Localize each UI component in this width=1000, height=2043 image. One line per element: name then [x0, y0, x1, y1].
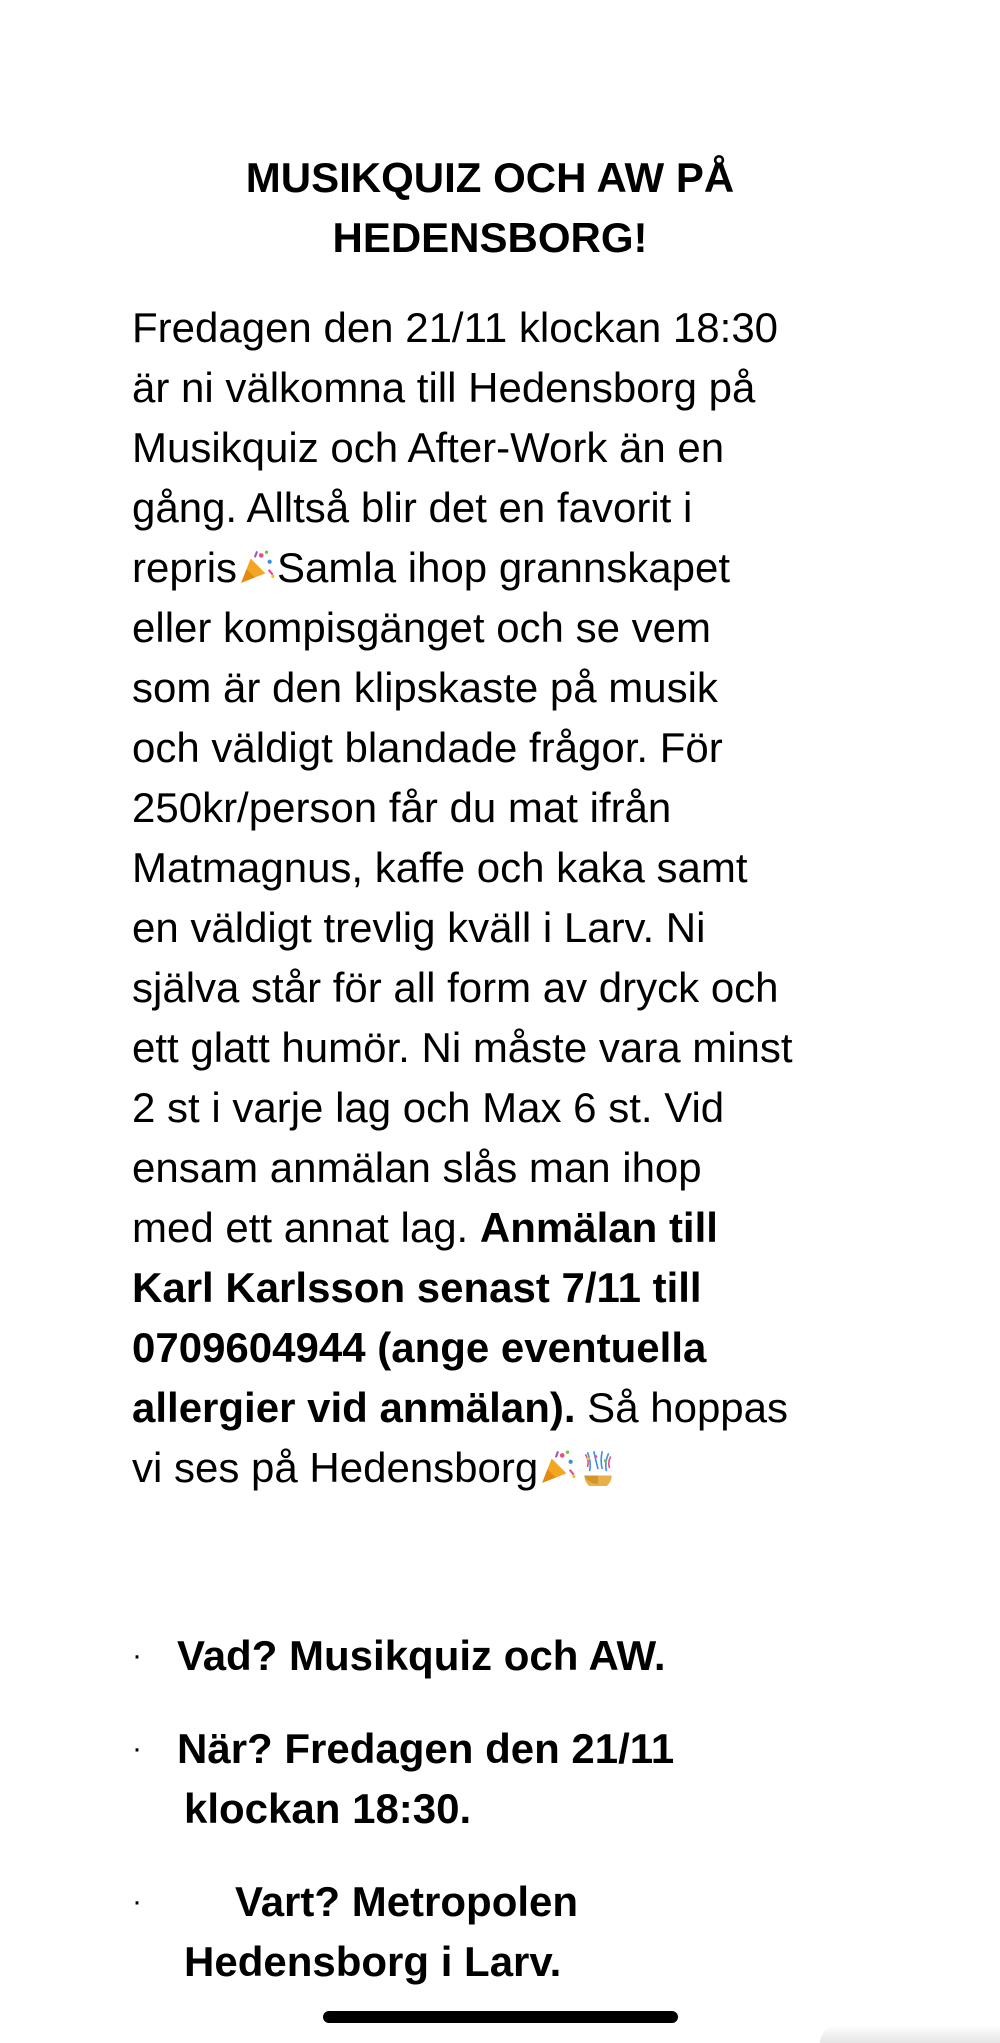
body-line: Fredagen den 21/11 klockan 18:30 [132, 304, 779, 351]
bullet-marker: · [132, 1885, 142, 1918]
list-item-vad [132, 1626, 872, 1686]
list-item-text: Vad? Musikquiz och AW. [177, 1632, 666, 1679]
body-text-segment: med ett annat lag. [132, 1204, 480, 1251]
body-line: ensam anmälan slås man ihop [132, 1144, 702, 1191]
list-item-text: När? Fredagen den 21/11 [177, 1725, 675, 1772]
body-line: eller kompisgänget och se vem [132, 604, 711, 651]
body-line: gång. Alltså blir det en favorit i [132, 484, 693, 531]
page-title [160, 148, 820, 268]
signup-info-bold: Karl Karlsson senast 7/11 till [132, 1264, 702, 1311]
body-line: är ni välkomna till Hedensborg på [132, 364, 756, 411]
list-item-nar [132, 1719, 872, 1839]
body-line [132, 1198, 872, 1258]
body-line: som är den klipskaste på musik [132, 664, 718, 711]
body-text-segment: vi ses på Hedensborg [132, 1444, 539, 1491]
bullet-marker: · [132, 1732, 142, 1765]
corner-shadow [820, 2025, 1000, 2043]
body-line [132, 1258, 872, 1318]
party-popper-icon [539, 1448, 577, 1486]
confetti-ball-icon [579, 1448, 617, 1486]
body-line: 2 st i varje lag och Max 6 st. Vid [132, 1084, 725, 1131]
body-line [132, 538, 872, 598]
title-line: MUSIKQUIZ OCH AW PÅ [245, 154, 735, 201]
body-line: och väldigt blandade frågor. För [132, 724, 723, 771]
list-item-text: Hedensborg i Larv. [184, 1938, 562, 1985]
title-line: HEDENSBORG! [332, 214, 648, 261]
body-text-segment: Så hoppas [575, 1384, 789, 1431]
signup-info-bold: 0709604944 (ange eventuella [132, 1324, 707, 1371]
event-description [132, 298, 872, 1498]
event-summary-list [132, 1626, 872, 2025]
body-line [132, 1378, 872, 1438]
body-line: en väldigt trevlig kväll i Larv. Ni [132, 904, 706, 951]
body-line: själva står för all form av dryck och [132, 964, 779, 1011]
body-line: Matmagnus, kaffe och kaka samt [132, 844, 748, 891]
home-indicator[interactable] [323, 2011, 678, 2023]
body-line [132, 1438, 872, 1498]
bullet-marker: · [132, 1639, 142, 1672]
body-text-segment: Samla ihop grannskapet [277, 544, 730, 591]
signup-info-bold: allergier vid anmälan). [132, 1384, 576, 1431]
body-line: Musikquiz och After-Work än en [132, 424, 725, 471]
list-item-text: Vart? Metropolen [235, 1878, 579, 1925]
signup-info-bold: Anmälan till [479, 1204, 718, 1251]
body-text-segment: repris [132, 544, 238, 591]
body-line: 250kr/person får du mat ifrån [132, 784, 672, 831]
list-item-vart [132, 1872, 872, 1992]
list-item-text: klockan 18:30. [184, 1785, 472, 1832]
body-line [132, 1318, 872, 1378]
party-popper-icon [238, 548, 276, 586]
body-line: ett glatt humör. Ni måste vara minst [132, 1024, 793, 1071]
